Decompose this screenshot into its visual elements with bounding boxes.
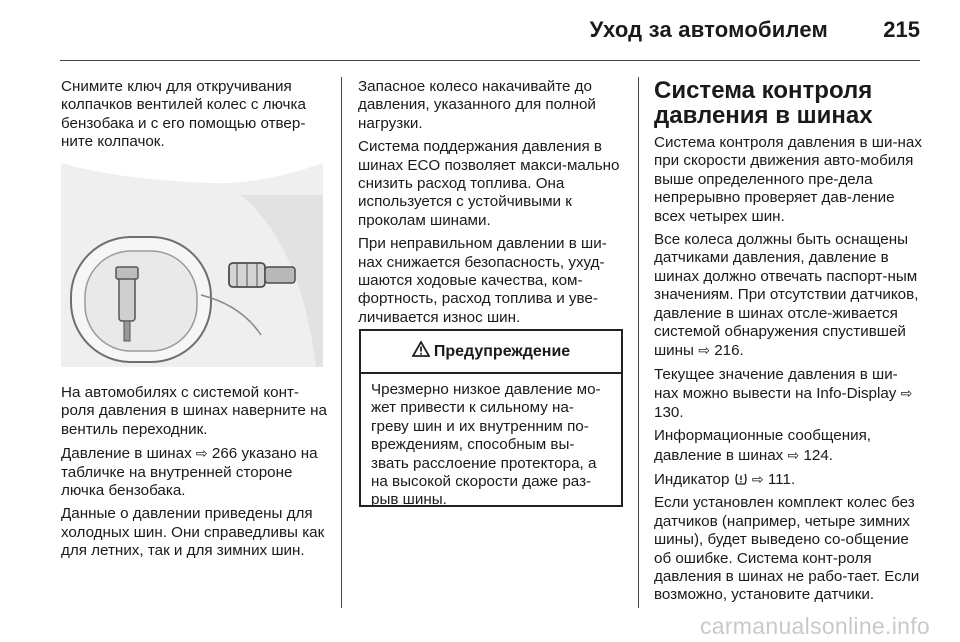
warning-text: Чрезмерно низкое давление мо-жет привести к сильному на-греву шин и их внутренним по-вреждениям, способным вы-звать расслоение протектора, а на высокой скорости даже раз-рыв шины. [371, 381, 601, 509]
col3-para2: Все колеса должны быть оснащены датчиками давления, давление в шинах должно отвечать паспорт-ным значениям. При отсутствии датчиков, давление в шинах отсле-живается системой обнаружения спустившей шины ⇨ 216. [654, 231, 919, 360]
page-title: Уход за автомобилем [589, 17, 828, 42]
column-1 [61, 78, 331, 157]
warning-box [359, 329, 623, 507]
section-title: Система контроля давления в шинах [654, 77, 873, 129]
valve-adapter-illustration [61, 155, 323, 367]
watermark: carmanualsonline.info [699, 613, 930, 639]
page-reference-icon: ⇨ [195, 445, 208, 462]
page-reference-icon: ⇨ [751, 470, 764, 487]
warning-title: Предупреждение [433, 342, 571, 360]
page-number: 215 [883, 17, 920, 42]
column-divider-2 [638, 77, 639, 608]
column-3 [654, 78, 922, 610]
col2-para2: Система поддержания давления в шинах ECO позволяет макси-мально снизить расход топлива. Она используется с устойчивыми к проколам шинами. [358, 138, 620, 229]
col3-para5: Индикатор ⇨ 111. [654, 470, 796, 488]
col2-para3: При неправильном давлении в ши-нах снижается безопасность, ухуд-шаются ходовые качества, ком-фортность, расход топлива и уве-личивается износ шин. [358, 235, 607, 326]
col3-para3: Текущее значение давления в ши-нах можно вывести на Info-Display ⇨ 130. [654, 365, 913, 421]
page-reference-icon: ⇨ [698, 342, 710, 359]
column-2 [358, 78, 626, 332]
col3-para1: Система контроля давления в ши-нах при скорости движения авто-мобиля выше определенного пре-дела непрерывно проверяет дав-ление всех четырех шин. [654, 134, 922, 225]
page-reference-icon: ⇨ [900, 385, 913, 402]
col1-para2: На автомобилях с системой конт-роля давления в шинах наверните на вентиль переходник. [61, 384, 327, 438]
page-header [60, 0, 920, 62]
column-divider-1 [341, 77, 342, 608]
warning-header [361, 331, 621, 374]
tyre-pressure-indicator-icon [734, 471, 752, 488]
header-divider [60, 60, 920, 61]
col2-para1: Запасное колесо накачивайте до давления, указанного для полной нагрузки. [358, 78, 596, 132]
page-reference-icon: ⇨ [787, 446, 800, 463]
col1-para1: Снимите ключ для откручивания колпачков вентилей колес с лючка бензобака и с его помощью отвер-ните колпачок. [61, 78, 306, 151]
warning-triangle-icon [412, 341, 430, 362]
col1-para4: Данные о давлении приведены для холодных шин. Они справедливы как для летних, так и для зимних шин. [61, 505, 325, 560]
col3-para6: Если установлен комплект колес без датчиков (например, четыре зимних шины), будет выведено со-общение об ошибке. Система конт-роля давления в шинах не рабо-тает. Если возможно, установите датчики. [654, 494, 920, 604]
column-1-lower [61, 384, 331, 566]
col3-para4: Информационные сообщения, давление в шинах ⇨ 124. [654, 427, 872, 464]
col1-para3: Давление в шинах ⇨ 266 указано на табличке на внутренней стороне лючка бензобака. [61, 445, 318, 500]
